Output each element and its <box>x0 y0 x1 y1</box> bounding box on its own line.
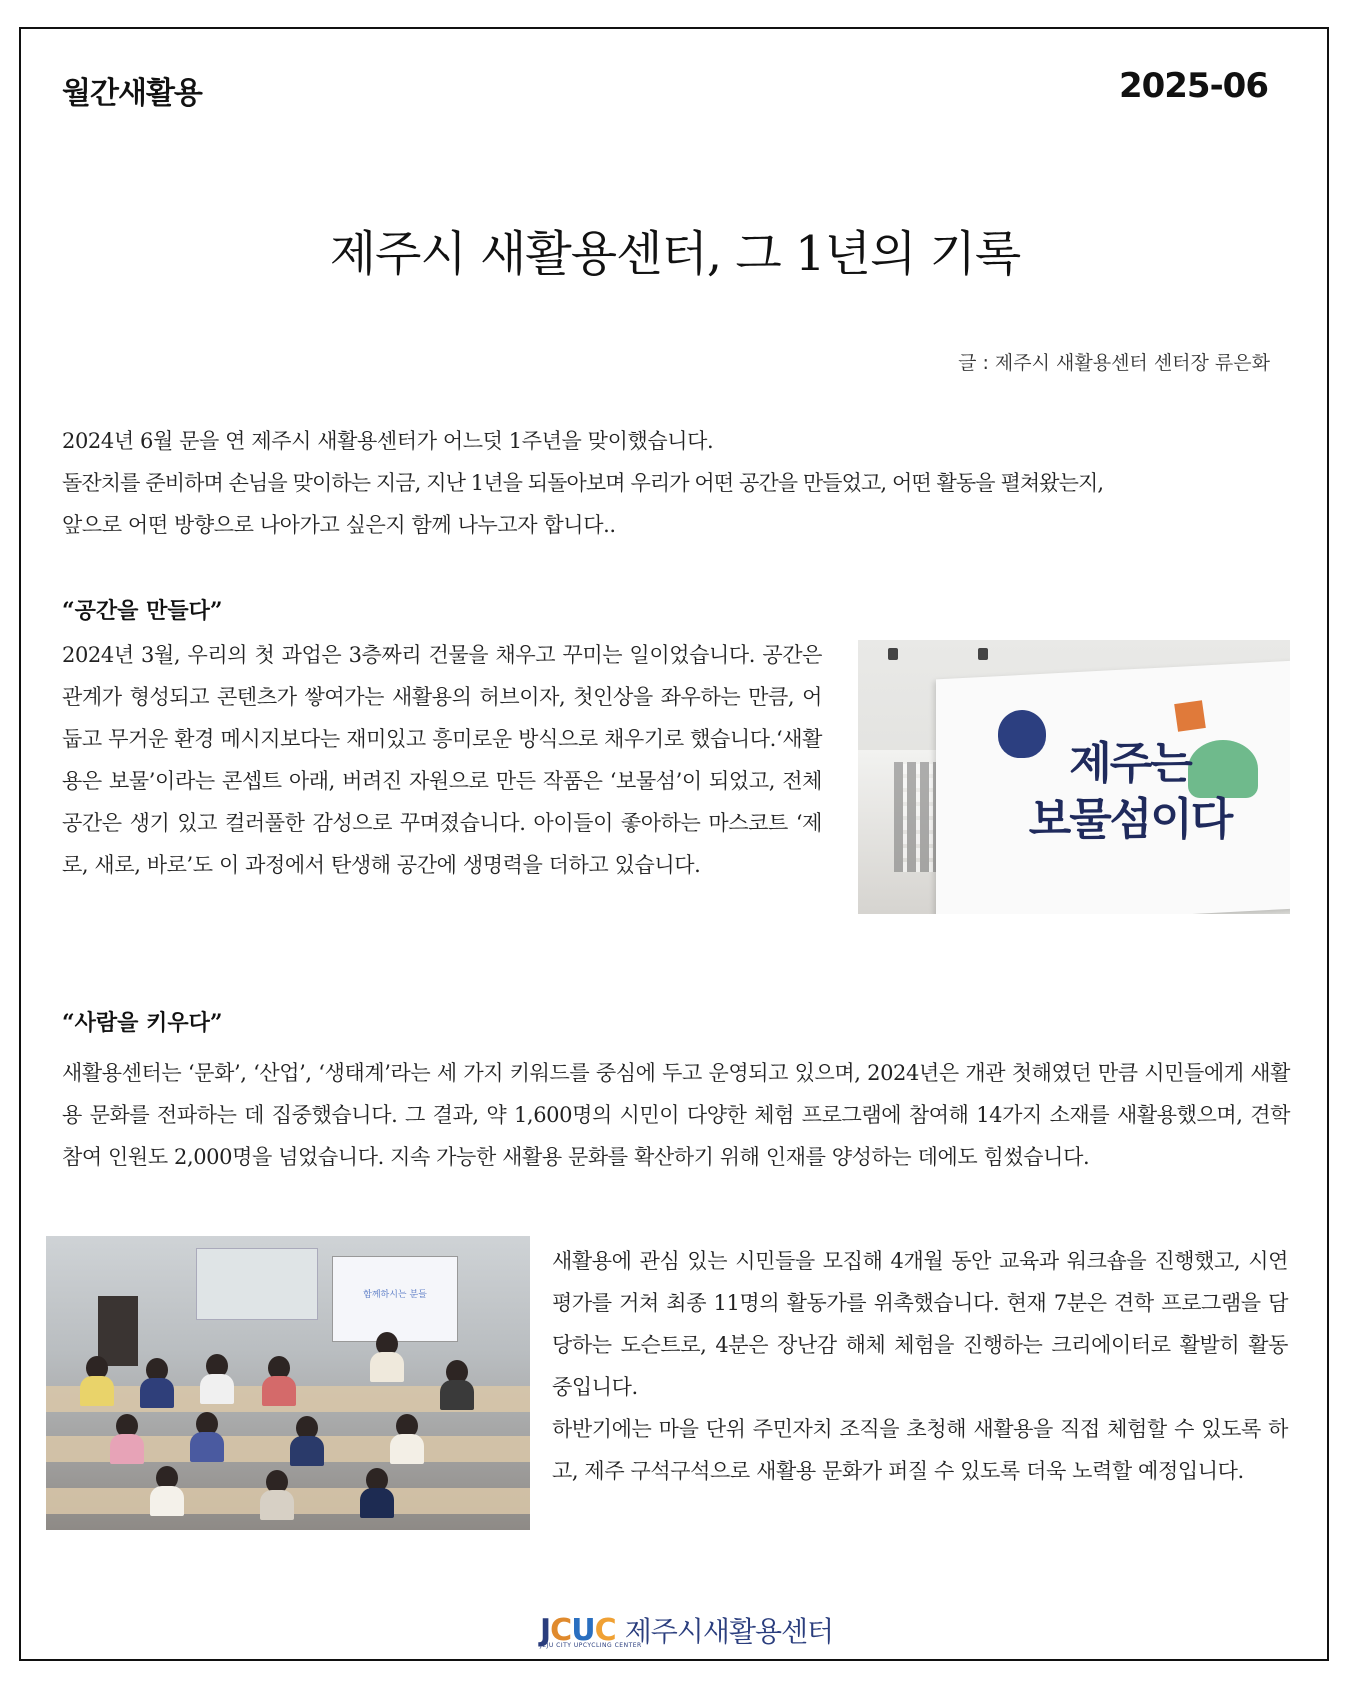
person <box>110 1434 144 1464</box>
section-heading-people: “사람을 키우다” <box>62 1010 223 1036</box>
section-heading-space: “공간을 만들다” <box>62 598 223 624</box>
logo-mark-letter: C <box>550 1612 572 1648</box>
article-title: 제주시 새활용센터, 그 1년의 기록 <box>329 226 1021 282</box>
photo-treasure-island-sign <box>858 640 1290 914</box>
person <box>200 1374 234 1404</box>
poster-board <box>98 1296 138 1366</box>
logo-mark-letter: U <box>571 1612 595 1648</box>
logo-subtext: JEJU CITY UPCYCLING CENTER <box>540 1642 642 1649</box>
person <box>360 1488 394 1518</box>
intro-line: 돌잔치를 준비하며 손님을 맞이하는 지금, 지난 1년을 되돌아보며 우리가 어떤 공간을 만들었고, 어떤 활동을 펼쳐왔는지, <box>62 471 1104 495</box>
intro-paragraph <box>62 420 1292 546</box>
logo-text: 제주시새활용센터 <box>624 1615 834 1648</box>
screen-text: 함께하시는 분들 <box>363 1290 427 1300</box>
ceiling-light <box>978 648 988 660</box>
logo-mark-letter: C <box>594 1612 616 1648</box>
publication-name: 월간새활용 <box>62 76 202 111</box>
intro-line: 앞으로 어떤 방향으로 나아가고 싶은지 함께 나누고자 합니다.. <box>62 513 616 537</box>
section-body-space: 2024년 3월, 우리의 첫 과업은 3층짜리 건물을 채우고 꾸미는 일이었습니다. 공간은 관계가 형성되고 콘텐츠가 쌓여가는 새활용의 허브이자, 첫인상을 좌우하는 만큼, 어둡고 무거운 환경 메시지보다는 재미있고 흥미로운 방식으로 채우기로 했습니다.‘새활용은 보물’이라는 콘셉트 아래, 버려진 자원으로 만든 작품은 ‘보물섬’이 되었고, 전체 공간은 생기 있고 컬러풀한 감성으로 꾸며졌습니다. 아이들이 좋아하는 마스코트 ‘제로, 새로, 바로’도 이 과정에서 탄생해 공간에 생명력을 더하고 있습니다. <box>62 643 822 877</box>
logo-mark-letter: J <box>540 1612 551 1648</box>
issue-date: 2025-06 <box>1118 66 1268 106</box>
footer-logo <box>540 1610 833 1650</box>
mascot-orange-icon <box>1174 700 1206 732</box>
person <box>140 1378 174 1408</box>
sign-text-line2: 보물섬이다 <box>1028 794 1232 845</box>
person <box>370 1352 404 1382</box>
projector-screen <box>332 1256 458 1342</box>
intro-line: 2024년 6월 문을 연 제주시 새활용센터가 어느덧 1주년을 맞이했습니다. <box>62 429 714 453</box>
person <box>260 1490 294 1520</box>
person <box>80 1376 114 1406</box>
ceiling-light <box>888 648 898 660</box>
section-body-people-activists: 새활용에 관심 있는 시민들을 모집해 4개월 동안 교육과 워크숍을 진행했고, 시연 평가를 거쳐 최종 11명의 활동가를 위촉했습니다. 현재 7분은 견학 프로그램을 담당하는 도슨트로, 4분은 장난감 해체 체험을 진행하는 크리에이터로 활발히 활동 중입니다. <box>552 1249 1288 1399</box>
window <box>196 1248 318 1320</box>
person <box>440 1380 474 1410</box>
byline: 글 : 제주시 새활용센터 센터장 류은화 <box>958 352 1270 374</box>
photo-workshop <box>46 1236 530 1530</box>
section-body-people-continued <box>552 1240 1288 1492</box>
section-body-people-plans: 하반기에는 마을 단위 주민자치 조직을 초청해 새활용을 직접 체험할 수 있도록 하고, 제주 구석구석으로 새활용 문화가 퍼질 수 있도록 더욱 노력할 예정입니다. <box>552 1417 1288 1483</box>
person <box>290 1436 324 1466</box>
person <box>190 1432 224 1462</box>
person <box>262 1376 296 1406</box>
sign-text-line1: 제주는 <box>1069 738 1191 789</box>
section-body-people: 새활용센터는 ‘문화’, ‘산업’, ‘생태계’라는 세 가지 키워드를 중심에 두고 운영되고 있으며, 2024년은 개관 첫해였던 만큼 시민들에게 새활용 문화를 전파하는 데 집중했습니다. 그 결과, 약 1,600명의 시민이 다양한 체험 프로그램에 참여해 14가지 소재를 새활용했으며, 견학 참여 인원도 2,000명을 넘었습니다. 지속 가능한 새활용 문화를 확산하기 위해 인재를 양성하는 데에도 힘썼습니다. <box>62 1061 1290 1169</box>
person <box>150 1486 184 1516</box>
sign-text <box>1000 736 1260 848</box>
person <box>390 1434 424 1464</box>
